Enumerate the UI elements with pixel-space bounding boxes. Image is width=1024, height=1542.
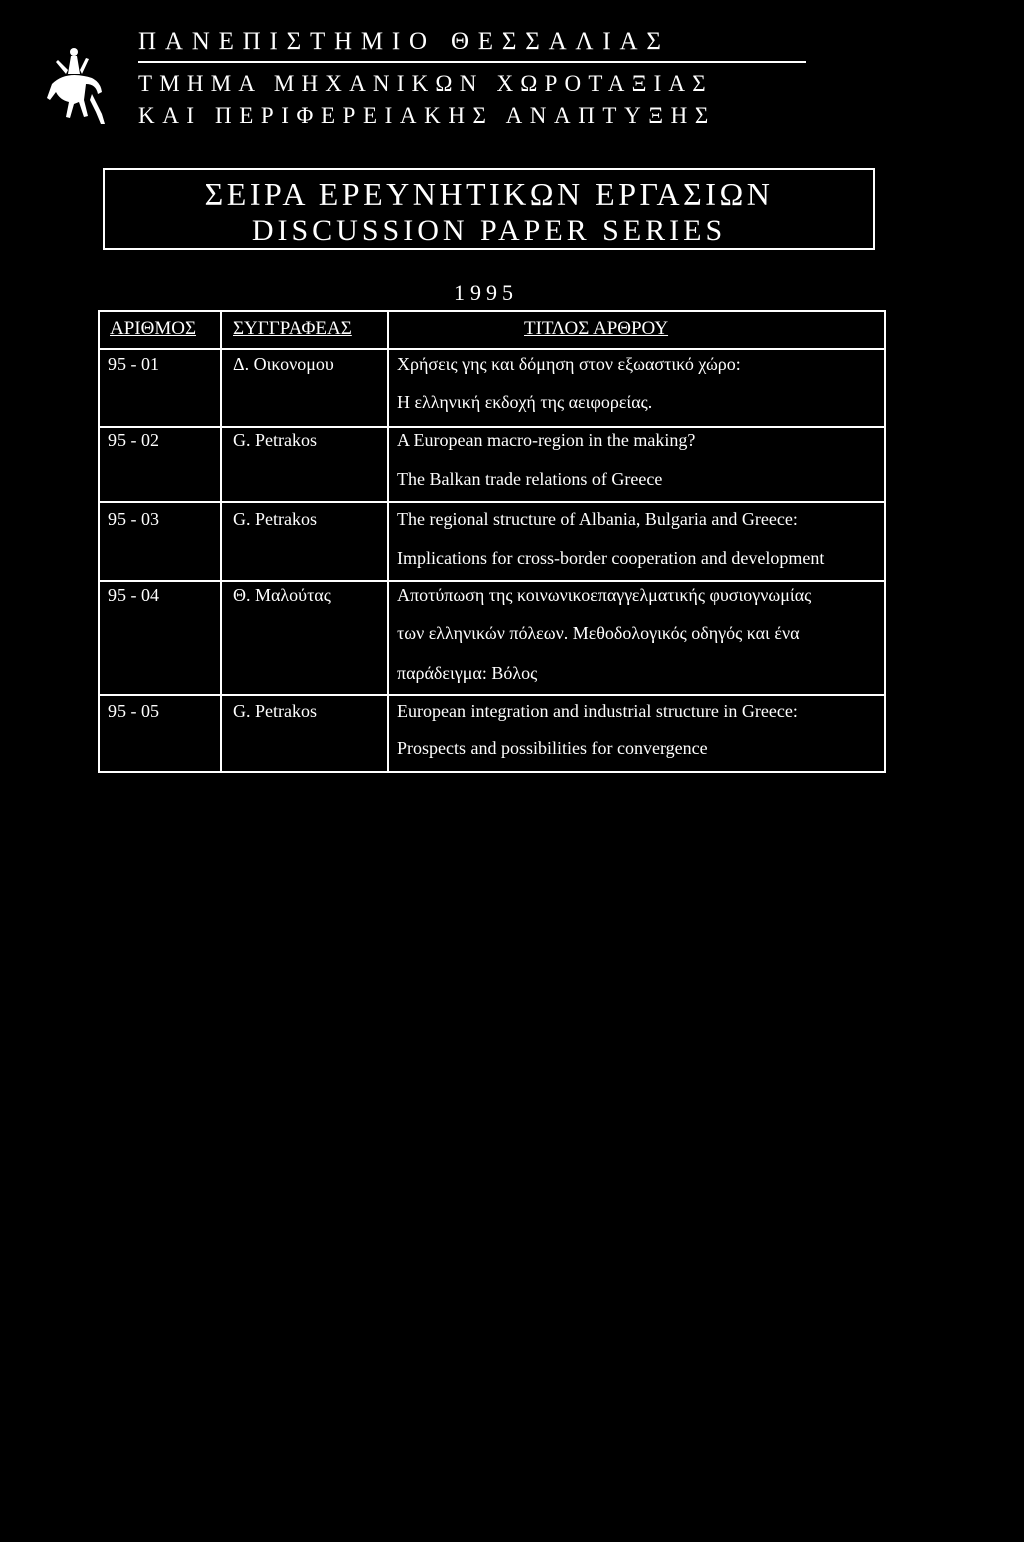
- paper-title-line: Prospects and possibilities for convergence: [397, 738, 708, 758]
- series-title-greek: ΣΕΙΡΑ ΕΡΕΥΝΗΤΙΚΩΝ ΕΡΓΑΣΙΩΝ: [204, 176, 774, 212]
- paper-title-line: Αποτύπωση της κοινωνικοεπαγγελματικής φυσιογνωμίας: [397, 585, 812, 605]
- paper-title-line: The regional structure of Albania, Bulgaria and Greece:: [397, 509, 798, 529]
- row-divider: [100, 348, 884, 350]
- paper-number: 95 - 02: [108, 430, 159, 450]
- papers-table: [98, 310, 886, 773]
- university-name: ΠΑΝΕΠΙΣΤΗΜΙΟ ΘΕΣΣΑΛΙΑΣ: [138, 28, 670, 55]
- row-divider: [100, 501, 884, 503]
- paper-author: G. Petrakos: [233, 430, 317, 450]
- paper-title-line: Η ελληνική εκδοχή της αειφορείας.: [397, 392, 653, 412]
- column-header-title: ΤΙΤΛΟΣ ΑΡΘΡΟΥ: [524, 318, 669, 339]
- column-divider: [220, 312, 222, 771]
- paper-author: Δ. Οικονομου: [233, 354, 334, 374]
- paper-number: 95 - 05: [108, 701, 159, 721]
- paper-number: 95 - 01: [108, 354, 159, 374]
- paper-author: G. Petrakos: [233, 509, 317, 529]
- paper-number: 95 - 04: [108, 585, 159, 605]
- paper-title-line: The Balkan trade relations of Greece: [397, 469, 663, 489]
- paper-title-line: Implications for cross-border cooperation and development: [397, 548, 825, 568]
- paper-title-line: A European macro-region in the making?: [397, 430, 696, 450]
- university-logo: [44, 44, 108, 126]
- paper-title-line: European integration and industrial structure in Greece:: [397, 701, 798, 721]
- paper-title-line: Χρήσεις γης και δόμηση στον εξωαστικό χώρο:: [397, 354, 741, 374]
- row-divider: [100, 694, 884, 696]
- row-divider: [100, 426, 884, 428]
- column-header-author: ΣΥΓΓΡΑΦΕΑΣ: [233, 318, 352, 339]
- paper-author: G. Petrakos: [233, 701, 317, 721]
- year-label: 1995: [454, 280, 518, 305]
- row-divider: [100, 580, 884, 582]
- series-title-english: DISCUSSION PAPER SERIES: [251, 214, 727, 247]
- paper-author: Θ. Μαλούτας: [233, 585, 331, 605]
- paper-title-line: των ελληνικών πόλεων. Μεθοδολογικός οδηγός και ένα: [397, 623, 800, 643]
- department-name-line2: ΚΑΙ ΠΕΡΙΦΕΡΕΙΑΚΗΣ ΑΝΑΠΤΥΞΗΣ: [138, 103, 716, 128]
- paper-number: 95 - 03: [108, 509, 159, 529]
- column-header-number: ΑΡΙΘΜΟΣ: [110, 318, 197, 339]
- paper-title-line: παράδειγμα: Βόλος: [397, 663, 538, 683]
- column-divider: [387, 312, 389, 771]
- department-name-line1: ΤΜΗΜΑ ΜΗΧΑΝΙΚΩΝ ΧΩΡΟΤΑΞΙΑΣ: [138, 71, 713, 96]
- series-title-box: [103, 168, 875, 250]
- header-underline: [138, 61, 806, 63]
